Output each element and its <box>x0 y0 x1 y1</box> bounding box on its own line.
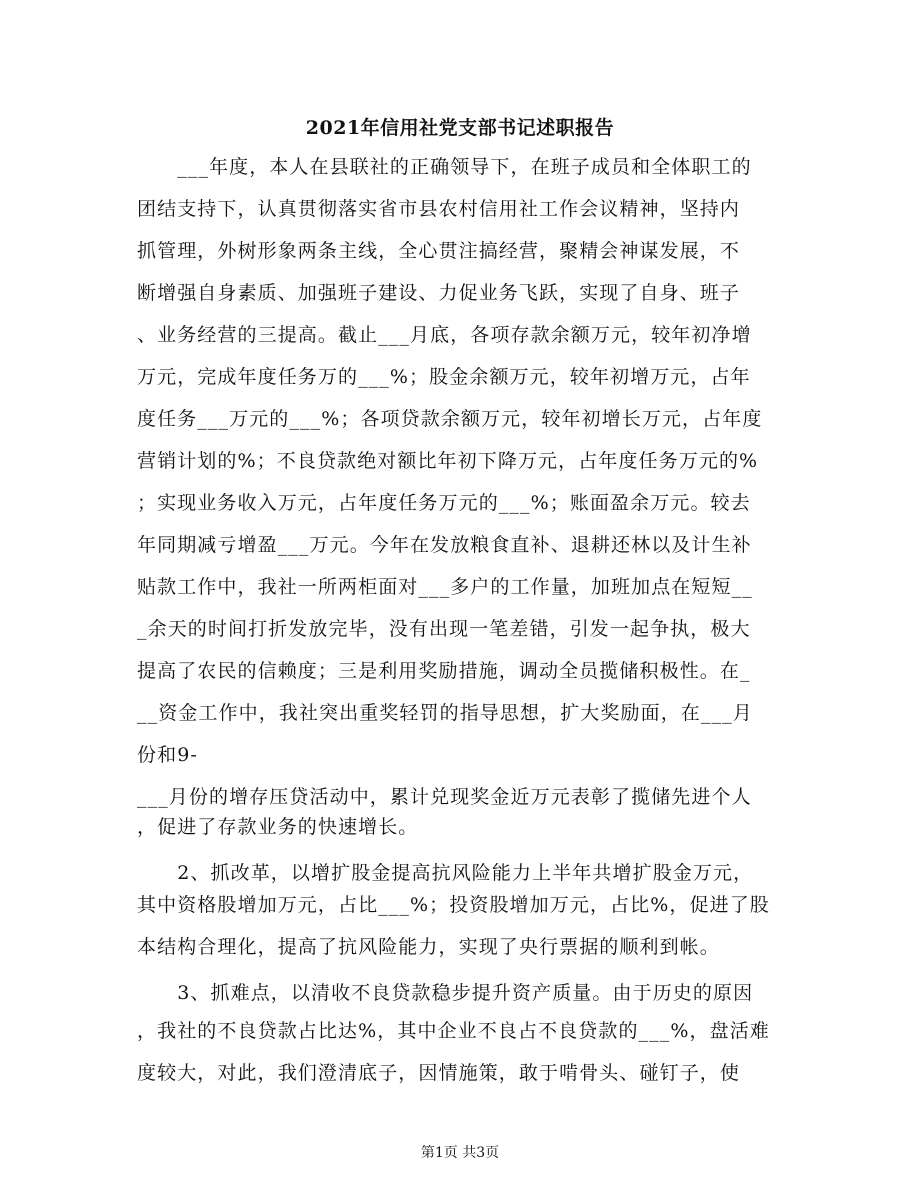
body-line: 团结支持下，认真贯彻落实省市县农村信用社工作会议精神，坚持内 <box>137 198 741 220</box>
body-line: 本结构合理化，提高了抗风险能力，实现了央行票据的顺利到帐。 <box>137 936 720 958</box>
body-line: ；实现业务收入万元，占年度任务万元的___%；账面盈余万元。较去 <box>137 492 751 514</box>
body-line: 断增强自身素质、加强班子建设、力促业务飞跃，实现了自身、班子 <box>137 282 741 304</box>
body-line: 营销计划的%；不良贷款绝对额比年初下降万元，占年度任务万元的% <box>137 450 759 472</box>
body-line: 抓管理，外树形象两条主线，全心贯注搞经营，聚精会神谋发展，不 <box>137 240 741 262</box>
body-line: 贴款工作中，我社一所两柜面对___多户的工作量，加班加点在短短__ <box>137 576 753 598</box>
body-line: 3、抓难点，以清收不良贷款稳步提升资产质量。由于历史的原因 <box>137 982 754 1004</box>
body-line: 万元，完成年度任务万的___%；股金余额万元，较年初增万元，占年 <box>137 366 751 388</box>
body-line: 2、抓改革，以增扩股金提高抗风险能力上半年共增扩股金万元， <box>137 862 754 884</box>
body-line: 份和9- <box>137 744 198 766</box>
body-line: 、业务经营的三提高。截止___月底，各项存款余额万元，较年初净增 <box>137 324 752 346</box>
body-line: ，我社的不良贷款占比达%，其中企业不良占不良贷款的___%，盘活难 <box>137 1020 770 1042</box>
body-line: 年同期减亏增盈___万元。今年在发放粮食直补、退耕还林以及计生补 <box>137 534 752 556</box>
body-line: _余天的时间打折发放完毕，没有出现一笔差错，引发一起争执，极大 <box>137 618 751 640</box>
body-line: ___年度，本人在县联社的正确领导下，在班子成员和全体职工的 <box>137 156 752 178</box>
body-line: 度任务___万元的___%；各项贷款余额万元，较年初增长万元，占年度 <box>137 408 763 430</box>
body-line: 提高了农民的信赖度；三是利用奖励措施，调动全员揽储积极性。在_ <box>137 660 751 682</box>
body-line: __资金工作中，我社突出重奖轻罚的指导思想，扩大奖励面，在___月 <box>137 702 753 724</box>
body-line: ，促进了存款业务的快速增长。 <box>137 816 419 838</box>
body-line: 其中资格股增加万元，占比___%；投资股增加万元，占比%，促进了股 <box>137 894 770 916</box>
page-number-footer: 第1页 共3页 <box>420 1145 500 1161</box>
body-line: ___月份的增存压贷活动中，累计兑现奖金近万元表彰了揽储先进个人 <box>137 786 752 808</box>
body-line: 度较大，对此，我们澄清底子，因情施策，敢于啃骨头、碰钉子，使 <box>137 1062 741 1084</box>
document-title: 2021年信用社党支部书记述职报告 <box>305 117 615 139</box>
